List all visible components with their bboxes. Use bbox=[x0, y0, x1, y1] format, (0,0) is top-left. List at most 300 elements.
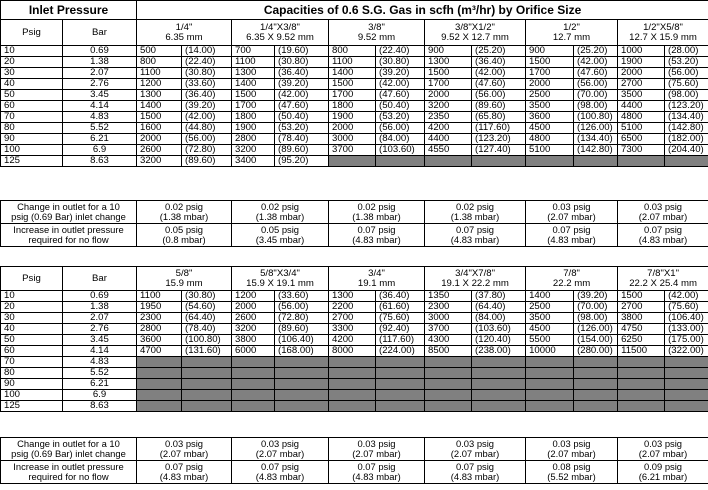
scfh-value: 3300 bbox=[329, 324, 376, 335]
scfh-value: 3600 bbox=[526, 112, 574, 123]
unavailable-cell bbox=[526, 390, 574, 401]
m3hr-value: (56.00) bbox=[376, 123, 425, 134]
m3hr-value: (30.80) bbox=[182, 68, 232, 79]
m3hr-value: (47.60) bbox=[574, 68, 618, 79]
outlet-change-mbar: (2.07 mbar) bbox=[638, 448, 688, 459]
unavailable-cell bbox=[574, 379, 618, 390]
scfh-value: 3500 bbox=[526, 101, 574, 112]
no-flow-increase-label-line2: required for no flow bbox=[28, 471, 109, 482]
m3hr-value: (98.00) bbox=[574, 101, 618, 112]
m3hr-value: (54.60) bbox=[182, 302, 232, 313]
psig-value: 90 bbox=[1, 134, 63, 145]
no-flow-increase-mbar: (6.21 mbar) bbox=[638, 471, 688, 482]
m3hr-value: (25.20) bbox=[472, 46, 526, 57]
capacities-title: Capacities of 0.6 S.G. Gas in scfh (m³/hr) by Orifice Size bbox=[137, 1, 708, 20]
no-flow-increase-value bbox=[232, 461, 329, 484]
m3hr-value: (19.60) bbox=[275, 46, 329, 57]
m3hr-value: (78.40) bbox=[275, 134, 329, 145]
bar-value: 2.76 bbox=[63, 324, 137, 335]
orifice-size-mm: 22.2 X 25.4 mm bbox=[629, 277, 697, 289]
scfh-value: 1500 bbox=[618, 291, 665, 302]
outlet-change-psig: 0.03 psig bbox=[357, 437, 396, 449]
psig-value: 80 bbox=[1, 368, 63, 379]
m3hr-value: (53.20) bbox=[376, 112, 425, 123]
scfh-value: 2700 bbox=[329, 313, 376, 324]
unavailable-cell bbox=[182, 357, 232, 368]
m3hr-value: (56.00) bbox=[665, 68, 708, 79]
scfh-value: 1200 bbox=[232, 291, 275, 302]
outlet-change-label bbox=[1, 438, 137, 461]
m3hr-value: (30.80) bbox=[275, 57, 329, 68]
unavailable-cell bbox=[618, 156, 665, 167]
scfh-value: 6500 bbox=[618, 134, 665, 145]
m3hr-value: (42.00) bbox=[665, 291, 708, 302]
m3hr-value: (100.80) bbox=[574, 112, 618, 123]
unavailable-cell bbox=[182, 390, 232, 401]
outlet-change-psig: 0.03 psig bbox=[260, 437, 300, 449]
m3hr-value: (123.20) bbox=[665, 101, 708, 112]
m3hr-value: (84.00) bbox=[376, 134, 425, 145]
m3hr-value: (89.60) bbox=[275, 324, 329, 335]
bar-value: 5.52 bbox=[63, 123, 137, 134]
m3hr-value: (126.00) bbox=[574, 123, 618, 134]
outlet-change-value bbox=[329, 201, 425, 224]
m3hr-value: (89.60) bbox=[182, 156, 232, 167]
no-flow-increase-psig: 0.07 psig bbox=[455, 460, 495, 472]
psig-value: 20 bbox=[1, 302, 63, 313]
bar-value: 1.38 bbox=[63, 57, 137, 68]
unavailable-cell bbox=[232, 379, 275, 390]
scfh-value: 4800 bbox=[526, 134, 574, 145]
bar-value: 0.69 bbox=[63, 291, 137, 302]
psig-value: 90 bbox=[1, 379, 63, 390]
m3hr-value: (56.00) bbox=[275, 302, 329, 313]
outlet-change-psig: 0.03 psig bbox=[164, 437, 204, 449]
orifice-size-mm: 6.35 X 9.52 mm bbox=[246, 31, 314, 43]
m3hr-value: (224.00) bbox=[376, 346, 425, 357]
unavailable-cell bbox=[618, 357, 665, 368]
unavailable-cell bbox=[472, 401, 526, 412]
scfh-value: 900 bbox=[425, 46, 472, 57]
outlet-change-label-line1: Change in outlet for a 10 bbox=[17, 437, 120, 449]
orifice-size-mm: 12.7 X 15.9 mm bbox=[629, 31, 697, 43]
scfh-value: 1400 bbox=[137, 101, 182, 112]
m3hr-value: (39.20) bbox=[574, 291, 618, 302]
unavailable-cell bbox=[425, 368, 472, 379]
unavailable-cell bbox=[275, 368, 329, 379]
outlet-change-label-line1: Change in outlet for a 10 bbox=[17, 200, 120, 212]
outlet-change-psig: 0.02 psig bbox=[260, 200, 300, 212]
scfh-value: 4400 bbox=[618, 101, 665, 112]
m3hr-value: (238.00) bbox=[472, 346, 526, 357]
scfh-value: 2300 bbox=[137, 313, 182, 324]
scfh-value: 2200 bbox=[329, 302, 376, 313]
scfh-value: 4550 bbox=[425, 145, 472, 156]
psig-value: 50 bbox=[1, 90, 63, 101]
scfh-value: 1600 bbox=[137, 123, 182, 134]
table-row bbox=[1, 379, 708, 390]
unavailable-cell bbox=[618, 379, 665, 390]
unavailable-cell bbox=[275, 357, 329, 368]
m3hr-value: (123.20) bbox=[472, 134, 526, 145]
psig-header: Psig bbox=[1, 20, 63, 46]
scfh-value: 5100 bbox=[618, 123, 665, 134]
m3hr-value: (14.00) bbox=[182, 46, 232, 57]
scfh-value: 1350 bbox=[425, 291, 472, 302]
table-row bbox=[1, 79, 708, 90]
no-flow-increase-psig: 0.07 psig bbox=[164, 460, 204, 472]
m3hr-value: (39.20) bbox=[182, 101, 232, 112]
scfh-value: 4300 bbox=[425, 335, 472, 346]
m3hr-value: (47.60) bbox=[376, 90, 425, 101]
scfh-value: 1300 bbox=[137, 90, 182, 101]
m3hr-value: (75.60) bbox=[376, 313, 425, 324]
m3hr-value: (72.80) bbox=[182, 145, 232, 156]
m3hr-value: (75.60) bbox=[665, 79, 708, 90]
m3hr-value: (64.40) bbox=[472, 302, 526, 313]
unavailable-cell bbox=[232, 368, 275, 379]
table-row bbox=[1, 401, 708, 412]
m3hr-value: (89.60) bbox=[275, 145, 329, 156]
scfh-value: 1500 bbox=[232, 90, 275, 101]
m3hr-value: (142.80) bbox=[665, 123, 708, 134]
scfh-value: 1100 bbox=[137, 291, 182, 302]
psig-value: 70 bbox=[1, 357, 63, 368]
no-flow-increase-mbar: (5.52 mbar) bbox=[547, 471, 596, 482]
m3hr-value: (53.20) bbox=[665, 57, 708, 68]
outlet-change-mbar: (2.07 mbar) bbox=[450, 448, 500, 459]
orifice-size-inch: 5/8" bbox=[175, 267, 193, 279]
orifice-size-header bbox=[329, 267, 425, 291]
m3hr-value: (36.40) bbox=[376, 291, 425, 302]
no-flow-increase-value bbox=[329, 224, 425, 247]
outlet-change-row bbox=[1, 201, 708, 224]
scfh-value: 2000 bbox=[526, 79, 574, 90]
orifice-size-header bbox=[137, 267, 232, 291]
no-flow-increase-value bbox=[618, 224, 708, 247]
scfh-value: 3200 bbox=[232, 324, 275, 335]
m3hr-value: (92.40) bbox=[376, 324, 425, 335]
orifice-size-inch: 1/2" bbox=[563, 21, 580, 33]
scfh-value: 6000 bbox=[232, 346, 275, 357]
unavailable-cell bbox=[526, 379, 574, 390]
scfh-value: 4500 bbox=[526, 324, 574, 335]
bar-value: 8.63 bbox=[63, 156, 137, 167]
outlet-change-row bbox=[1, 438, 708, 461]
no-flow-increase-psig: 0.07 psig bbox=[260, 460, 300, 472]
scfh-value: 1000 bbox=[618, 46, 665, 57]
scfh-value: 1100 bbox=[232, 57, 275, 68]
unavailable-cell bbox=[376, 368, 425, 379]
unavailable-cell bbox=[472, 390, 526, 401]
table-row bbox=[1, 46, 708, 57]
scfh-value: 2000 bbox=[232, 302, 275, 313]
no-flow-increase-mbar: (4.83 mbar) bbox=[352, 234, 401, 245]
no-flow-increase-psig: 0.07 psig bbox=[357, 460, 396, 472]
scfh-value: 700 bbox=[232, 46, 275, 57]
orifice-size-mm: 15.9 mm bbox=[165, 277, 203, 289]
m3hr-value: (182.00) bbox=[665, 134, 708, 145]
m3hr-value: (39.20) bbox=[275, 79, 329, 90]
m3hr-value: (98.00) bbox=[665, 90, 708, 101]
unavailable-cell bbox=[526, 368, 574, 379]
orifice-size-inch: 3/4" bbox=[368, 267, 385, 279]
unavailable-cell bbox=[376, 357, 425, 368]
m3hr-value: (22.40) bbox=[182, 57, 232, 68]
scfh-value: 1300 bbox=[232, 68, 275, 79]
m3hr-value: (126.00) bbox=[574, 324, 618, 335]
scfh-value: 2800 bbox=[232, 134, 275, 145]
unavailable-cell bbox=[425, 390, 472, 401]
orifice-size-mm: 9.52 X 12.7 mm bbox=[441, 31, 509, 43]
m3hr-value: (47.60) bbox=[472, 79, 526, 90]
scfh-value: 4750 bbox=[618, 324, 665, 335]
table-row bbox=[1, 368, 708, 379]
m3hr-value: (142.80) bbox=[574, 145, 618, 156]
m3hr-value: (42.00) bbox=[574, 57, 618, 68]
psig-value: 50 bbox=[1, 335, 63, 346]
bar-value: 6.9 bbox=[63, 145, 137, 156]
orifice-size-mm: 19.1 X 22.2 mm bbox=[441, 277, 509, 289]
m3hr-value: (56.00) bbox=[472, 90, 526, 101]
psig-value: 125 bbox=[1, 401, 63, 412]
m3hr-value: (44.80) bbox=[182, 123, 232, 134]
unavailable-cell bbox=[574, 368, 618, 379]
m3hr-value: (37.80) bbox=[472, 291, 526, 302]
scfh-value: 1900 bbox=[329, 112, 376, 123]
m3hr-value: (70.00) bbox=[574, 302, 618, 313]
performance-table-top bbox=[0, 200, 708, 247]
scfh-value: 1700 bbox=[526, 68, 574, 79]
scfh-value: 1800 bbox=[232, 112, 275, 123]
bar-value: 0.69 bbox=[63, 46, 137, 57]
table-row bbox=[1, 112, 708, 123]
scfh-value: 1950 bbox=[137, 302, 182, 313]
unavailable-cell bbox=[182, 401, 232, 412]
scfh-value: 3500 bbox=[526, 313, 574, 324]
outlet-change-value bbox=[232, 201, 329, 224]
scfh-value: 4500 bbox=[526, 123, 574, 134]
no-flow-increase-mbar: (0.8 mbar) bbox=[162, 234, 206, 245]
orifice-size-header bbox=[425, 267, 526, 291]
no-flow-increase-value bbox=[526, 461, 618, 484]
psig-value: 20 bbox=[1, 57, 63, 68]
scfh-value: 2000 bbox=[618, 68, 665, 79]
unavailable-cell bbox=[665, 156, 708, 167]
m3hr-value: (36.40) bbox=[275, 68, 329, 79]
m3hr-value: (103.60) bbox=[472, 324, 526, 335]
outlet-change-value bbox=[526, 438, 618, 461]
unavailable-cell bbox=[232, 357, 275, 368]
outlet-change-value bbox=[526, 201, 618, 224]
orifice-size-header bbox=[425, 20, 526, 46]
scfh-value: 3700 bbox=[425, 324, 472, 335]
orifice-size-mm: 22.2 mm bbox=[552, 277, 591, 289]
outlet-change-psig: 0.02 psig bbox=[357, 200, 396, 212]
psig-value: 40 bbox=[1, 324, 63, 335]
table-row bbox=[1, 156, 708, 167]
orifice-size-inch: 7/8" bbox=[563, 267, 580, 279]
unavailable-cell bbox=[472, 357, 526, 368]
unavailable-cell bbox=[137, 368, 182, 379]
table-row bbox=[1, 101, 708, 112]
outlet-change-mbar: (2.07 mbar) bbox=[547, 211, 596, 222]
unavailable-cell bbox=[574, 357, 618, 368]
bar-value: 6.9 bbox=[63, 390, 137, 401]
scfh-value: 1300 bbox=[425, 57, 472, 68]
bar-value: 4.83 bbox=[63, 357, 137, 368]
scfh-value: 2700 bbox=[618, 302, 665, 313]
scfh-value: 3400 bbox=[232, 156, 275, 167]
outlet-change-psig: 0.03 psig bbox=[643, 437, 683, 449]
bar-value: 3.45 bbox=[63, 335, 137, 346]
m3hr-value: (47.60) bbox=[275, 101, 329, 112]
unavailable-cell bbox=[275, 390, 329, 401]
outlet-change-psig: 0.03 psig bbox=[643, 200, 683, 212]
orifice-size-header bbox=[618, 20, 708, 46]
no-flow-increase-mbar: (4.83 mbar) bbox=[547, 234, 596, 245]
outlet-change-psig: 0.03 psig bbox=[455, 437, 495, 449]
table-row bbox=[1, 390, 708, 401]
outlet-change-psig: 0.02 psig bbox=[455, 200, 495, 212]
inlet-pressure-header: Inlet Pressure bbox=[1, 1, 137, 20]
unavailable-cell bbox=[618, 390, 665, 401]
scfh-value: 1400 bbox=[329, 68, 376, 79]
table-row bbox=[1, 291, 708, 302]
m3hr-value: (98.00) bbox=[574, 313, 618, 324]
m3hr-value: (100.80) bbox=[182, 335, 232, 346]
psig-value: 30 bbox=[1, 313, 63, 324]
unavailable-cell bbox=[425, 401, 472, 412]
unavailable-cell bbox=[425, 156, 472, 167]
unavailable-cell bbox=[232, 390, 275, 401]
scfh-value: 3200 bbox=[232, 145, 275, 156]
unavailable-cell bbox=[329, 401, 376, 412]
m3hr-value: (33.60) bbox=[182, 79, 232, 90]
m3hr-value: (78.40) bbox=[182, 324, 232, 335]
orifice-size-header bbox=[232, 20, 329, 46]
m3hr-value: (168.00) bbox=[275, 346, 329, 357]
scfh-value: 2500 bbox=[526, 302, 574, 313]
m3hr-value: (33.60) bbox=[275, 291, 329, 302]
orifice-size-inch: 1/2"X5/8" bbox=[643, 21, 683, 33]
no-flow-increase-mbar: (3.45 mbar) bbox=[255, 234, 305, 245]
orifice-size-inch: 5/8"X3/4" bbox=[260, 267, 300, 279]
unavailable-cell bbox=[329, 379, 376, 390]
scfh-value: 4200 bbox=[329, 335, 376, 346]
bar-value: 6.21 bbox=[63, 379, 137, 390]
scfh-value: 1100 bbox=[137, 68, 182, 79]
unavailable-cell bbox=[275, 379, 329, 390]
outlet-change-value bbox=[329, 438, 425, 461]
m3hr-value: (106.40) bbox=[665, 313, 708, 324]
scfh-value: 3800 bbox=[618, 313, 665, 324]
scfh-value: 3200 bbox=[137, 156, 182, 167]
scfh-value: 8000 bbox=[329, 346, 376, 357]
outlet-change-value bbox=[618, 201, 708, 224]
outlet-change-label-line2: psig (0.69 Bar) inlet change bbox=[11, 448, 126, 459]
no-flow-increase-value bbox=[137, 461, 232, 484]
outlet-change-psig: 0.03 psig bbox=[552, 200, 591, 212]
unavailable-cell bbox=[665, 368, 708, 379]
no-flow-increase-psig: 0.05 psig bbox=[260, 223, 300, 235]
outlet-change-mbar: (1.38 mbar) bbox=[450, 211, 500, 222]
scfh-value: 3000 bbox=[425, 313, 472, 324]
unavailable-cell bbox=[665, 357, 708, 368]
scfh-value: 2500 bbox=[526, 90, 574, 101]
table-row bbox=[1, 302, 708, 313]
m3hr-value: (280.00) bbox=[574, 346, 618, 357]
scfh-value: 1500 bbox=[137, 112, 182, 123]
no-flow-increase-label bbox=[1, 461, 137, 484]
unavailable-cell bbox=[376, 156, 425, 167]
unavailable-cell bbox=[574, 156, 618, 167]
no-flow-increase-value bbox=[618, 461, 708, 484]
no-flow-increase-mbar: (4.83 mbar) bbox=[255, 471, 305, 482]
outlet-change-value bbox=[137, 201, 232, 224]
no-flow-increase-label bbox=[1, 224, 137, 247]
scfh-value: 1800 bbox=[329, 101, 376, 112]
scfh-value: 1700 bbox=[329, 90, 376, 101]
unavailable-cell bbox=[526, 401, 574, 412]
no-flow-increase-mbar: (4.83 mbar) bbox=[450, 471, 500, 482]
scfh-value: 5100 bbox=[526, 145, 574, 156]
scfh-value: 3600 bbox=[137, 335, 182, 346]
scfh-value: 7300 bbox=[618, 145, 665, 156]
bar-value: 4.83 bbox=[63, 112, 137, 123]
m3hr-value: (61.60) bbox=[376, 302, 425, 313]
scfh-value: 3200 bbox=[425, 101, 472, 112]
unavailable-cell bbox=[526, 156, 574, 167]
scfh-value: 1700 bbox=[232, 101, 275, 112]
orifice-size-mm: 9.52 mm bbox=[357, 31, 396, 43]
orifice-size-header bbox=[137, 20, 232, 46]
unavailable-cell bbox=[329, 390, 376, 401]
orifice-size-header bbox=[232, 267, 329, 291]
psig-value: 30 bbox=[1, 68, 63, 79]
outlet-change-mbar: (2.07 mbar) bbox=[352, 448, 401, 459]
scfh-value: 1300 bbox=[329, 291, 376, 302]
orifice-size-mm: 15.9 X 19.1 mm bbox=[246, 277, 314, 289]
unavailable-cell bbox=[665, 401, 708, 412]
psig-value: 10 bbox=[1, 46, 63, 57]
bar-header: Bar bbox=[63, 20, 137, 46]
bar-value: 5.52 bbox=[63, 368, 137, 379]
no-flow-increase-value bbox=[425, 224, 526, 247]
outlet-change-psig: 0.03 psig bbox=[552, 437, 591, 449]
m3hr-value: (50.40) bbox=[376, 101, 425, 112]
unavailable-cell bbox=[574, 390, 618, 401]
scfh-value: 1900 bbox=[618, 57, 665, 68]
unavailable-cell bbox=[618, 368, 665, 379]
unavailable-cell bbox=[472, 156, 526, 167]
psig-value: 10 bbox=[1, 291, 63, 302]
m3hr-value: (70.00) bbox=[574, 90, 618, 101]
unavailable-cell bbox=[472, 368, 526, 379]
scfh-value: 1700 bbox=[425, 79, 472, 90]
psig-value: 100 bbox=[1, 390, 63, 401]
table-row bbox=[1, 313, 708, 324]
m3hr-value: (64.40) bbox=[182, 313, 232, 324]
m3hr-value: (154.00) bbox=[574, 335, 618, 346]
table-row bbox=[1, 90, 708, 101]
performance-table-bottom bbox=[0, 437, 708, 484]
no-flow-increase-mbar: (4.83 mbar) bbox=[159, 471, 209, 482]
scfh-value: 3000 bbox=[329, 134, 376, 145]
orifice-size-inch: 3/4"X7/8" bbox=[455, 267, 495, 279]
psig-value: 60 bbox=[1, 101, 63, 112]
unavailable-cell bbox=[665, 390, 708, 401]
